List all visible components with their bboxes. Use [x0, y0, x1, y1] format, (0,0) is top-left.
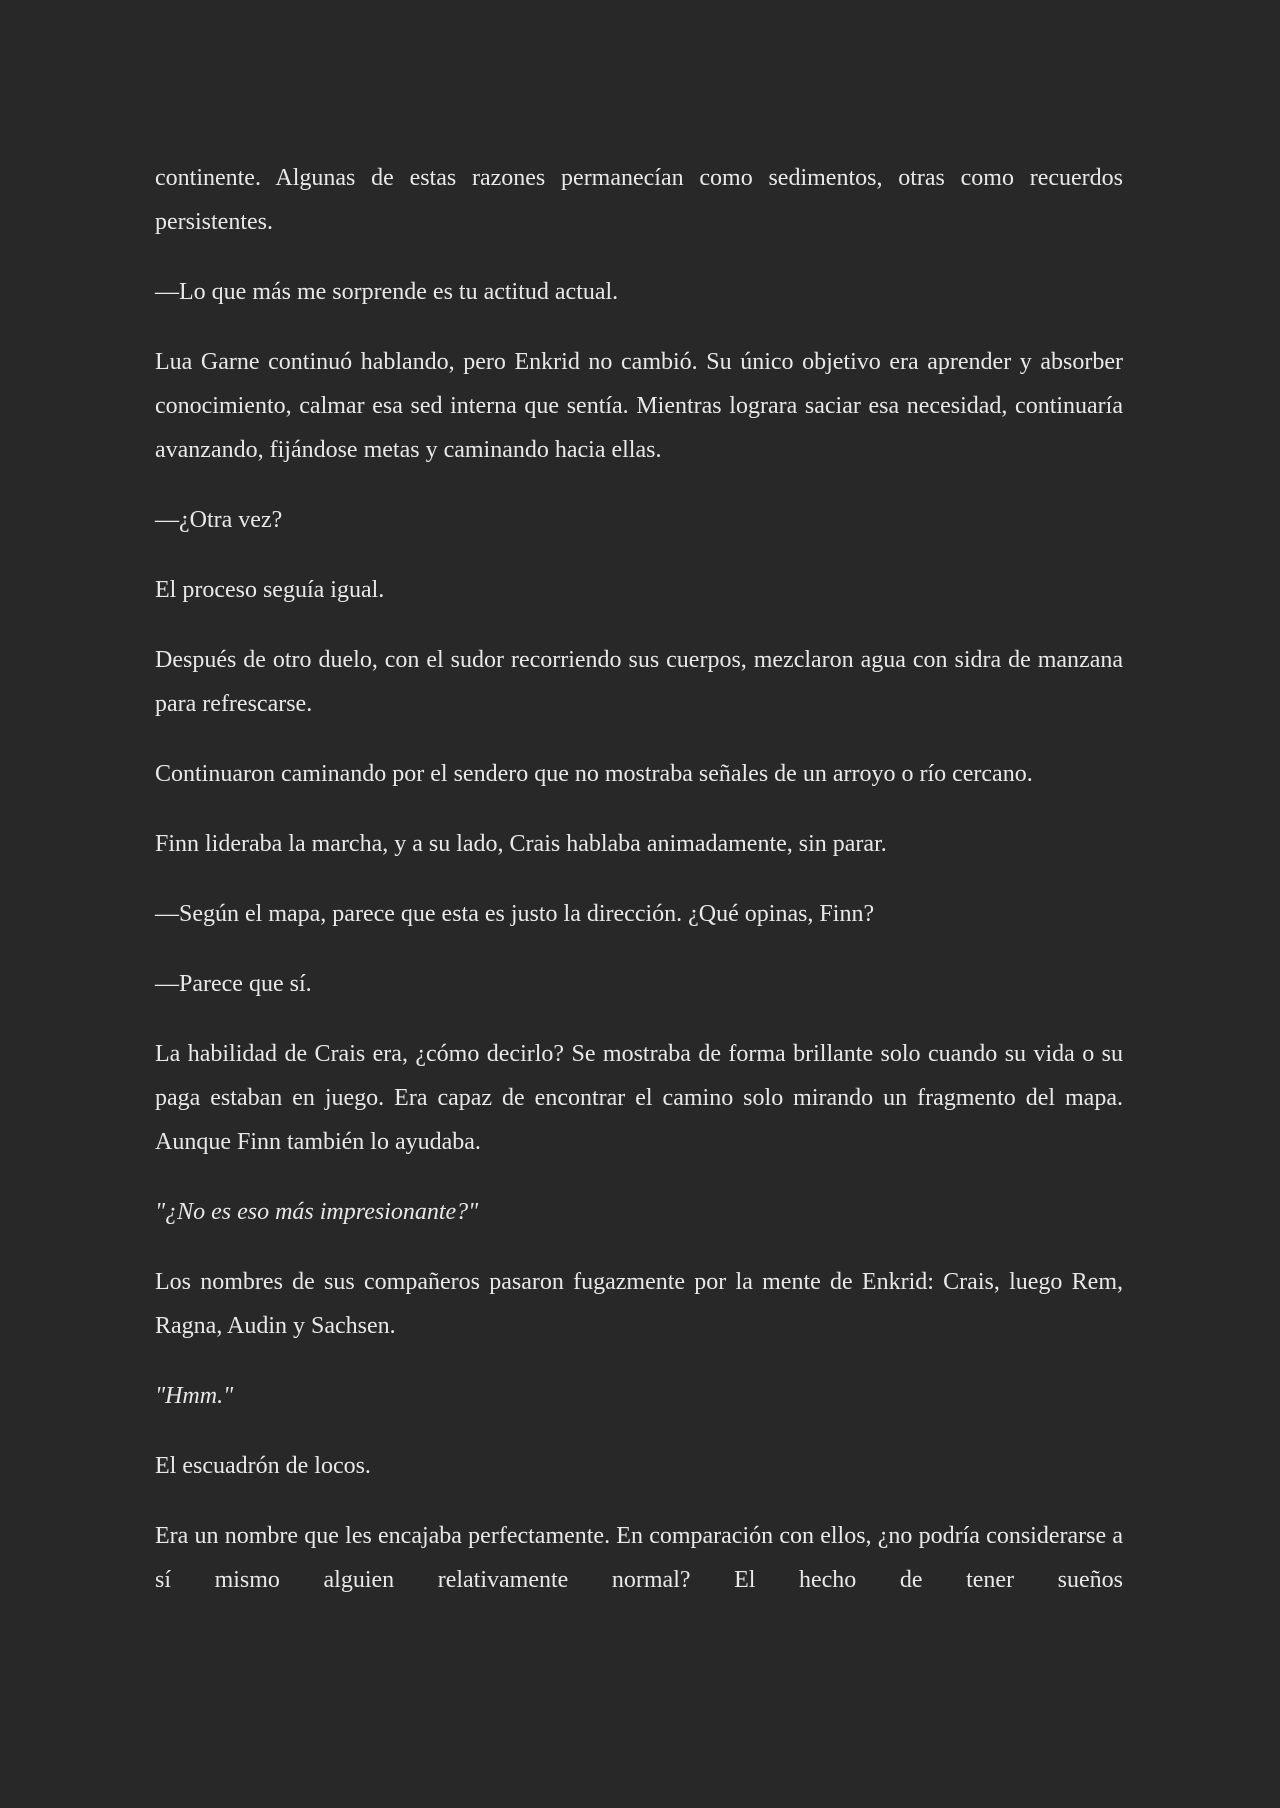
- paragraph: El proceso seguía igual.: [155, 577, 385, 603]
- dialogue-paragraph: —¿Otra vez?: [155, 507, 283, 533]
- thought-paragraph: "Hmm.": [155, 1383, 234, 1409]
- reading-page: [155, 156, 1123, 1628]
- paragraph: Después de otro duelo, con el sudor recorriendo sus cuerpos, mezclaron agua con sidra de manzana para refrescarse.: [155, 647, 1123, 717]
- paragraph: Finn lideraba la marcha, y a su lado, Crais hablaba animadamente, sin parar.: [155, 831, 887, 857]
- paragraph: Continuaron caminando por el sendero que no mostraba señales de un arroyo o río cercano.: [155, 761, 1033, 787]
- dialogue-paragraph: —Parece que sí.: [155, 971, 312, 997]
- paragraph: Era un nombre que les encajaba perfectamente. En comparación con ellos, ¿no podría considerarse a sí mismo alguien relativamente normal? El hecho de tener sueños: [155, 1523, 1123, 1593]
- thought-paragraph: "¿No es eso más impresionante?": [155, 1199, 479, 1225]
- dialogue-paragraph: —Lo que más me sorprende es tu actitud actual.: [155, 279, 619, 305]
- paragraph: La habilidad de Crais era, ¿cómo decirlo? Se mostraba de forma brillante solo cuando su vida o su paga estaban en juego. Era capaz de encontrar el camino solo mirando un fragmento del mapa. Aunque Finn también lo ayudaba.: [155, 1041, 1123, 1155]
- paragraph: Lua Garne continuó hablando, pero Enkrid no cambió. Su único objetivo era aprender y absorber conocimiento, calmar esa sed interna que sentía. Mientras lograra saciar esa necesidad, continuaría avanzando, fijándose metas y caminando hacia ellas.: [155, 349, 1123, 463]
- paragraph: El escuadrón de locos.: [155, 1453, 371, 1479]
- paragraph: continente. Algunas de estas razones permanecían como sedimentos, otras como recuerdos persistentes.: [155, 165, 1123, 235]
- dialogue-paragraph: —Según el mapa, parece que esta es justo la dirección. ¿Qué opinas, Finn?: [155, 901, 875, 927]
- paragraph: Los nombres de sus compañeros pasaron fugazmente por la mente de Enkrid: Crais, luego Rem, Ragna, Audin y Sachsen.: [155, 1269, 1123, 1339]
